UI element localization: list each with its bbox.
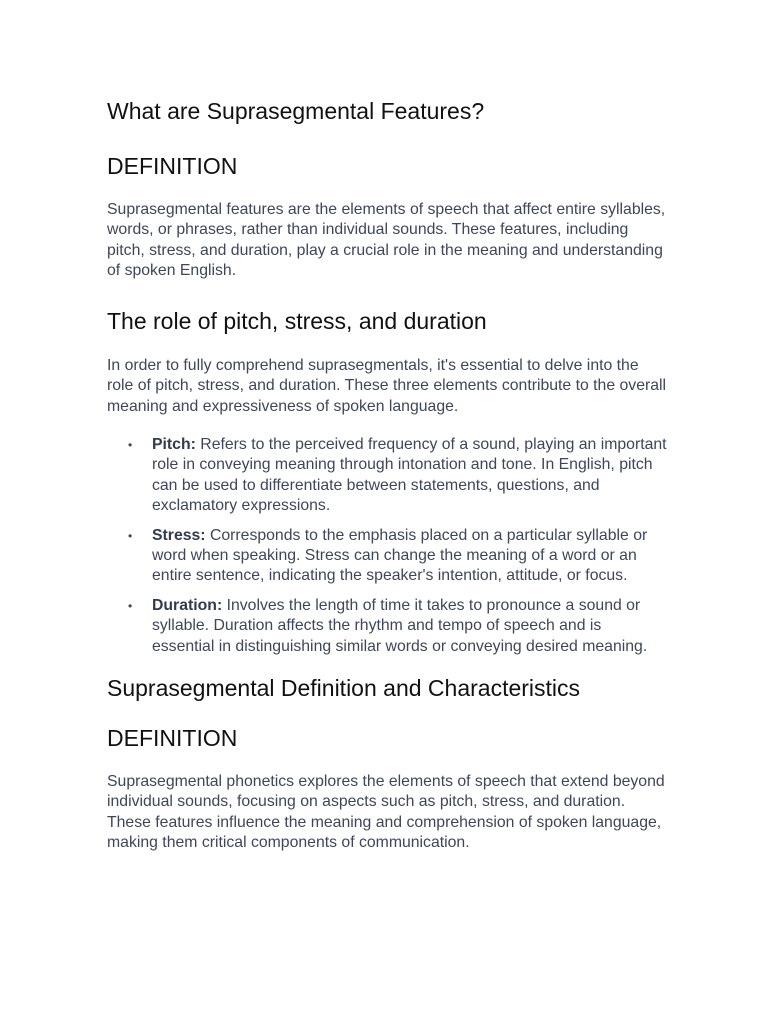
section-heading-definition-characteristics: Suprasegmental Definition and Characteristics [107, 675, 581, 702]
intro-paragraph-pitch-stress-duration: In order to fully comprehend suprasegmentals, it's essential to delve into the role of pitch, stress, and duration. These three elements contribute to the overall meaning and expressiveness of spoken language. [107, 357, 667, 415]
definition-label-1: DEFINITION [107, 153, 238, 179]
definition-paragraph-1: Suprasegmental features are the elements of speech that affect entire syllables, words, or phrases, rather than individual sounds. These features, including pitch, stress, and duration, play a crucial role in the meaning and understanding of spoken English. [107, 201, 666, 279]
definition-label-2: DEFINITION [107, 725, 238, 752]
list-item-term: Duration: [152, 597, 223, 615]
list-item-text: Involves the length of time it takes to pronounce a sound or syllable. Duration affects the rhythm and tempo of speech and is essential in distinguishing similar words or conveying desired meaning. [152, 597, 648, 655]
list-item-text: Corresponds to the emphasis placed on a particular syllable or word when speaking. Stress can change the meaning of a word or an entire sentence, indicating the speaker's intention, attitude, or focus. [152, 526, 648, 585]
list-item-text: Refers to the perceived frequency of a sound, playing an important role in conveying meaning through intonation and tone. In English, pitch can be used to differentiate between statements, questions, and exclamatory expressions. [152, 436, 667, 514]
bullet-icon: • [128, 438, 133, 453]
list-item-term: Stress: [152, 526, 206, 544]
page-title: What are Suprasegmental Features? [107, 98, 485, 124]
bullet-icon: • [128, 599, 133, 614]
list-item-term: Pitch: [152, 436, 196, 454]
definition-paragraph-2: Suprasegmental phonetics explores the elements of speech that extend beyond individual sounds, focusing on aspects such as pitch, stress, and duration. These features influence the meaning and comprehension of spoken language, making them critical components of communication. [107, 773, 665, 851]
list-item-duration [107, 596, 667, 657]
bullet-icon: • [128, 528, 133, 543]
features-list [107, 435, 667, 657]
section-heading-pitch-stress-duration: The role of pitch, stress, and duration [107, 308, 487, 335]
list-item-stress [107, 526, 667, 587]
list-item-pitch [107, 435, 667, 516]
document-body [107, 96, 667, 853]
